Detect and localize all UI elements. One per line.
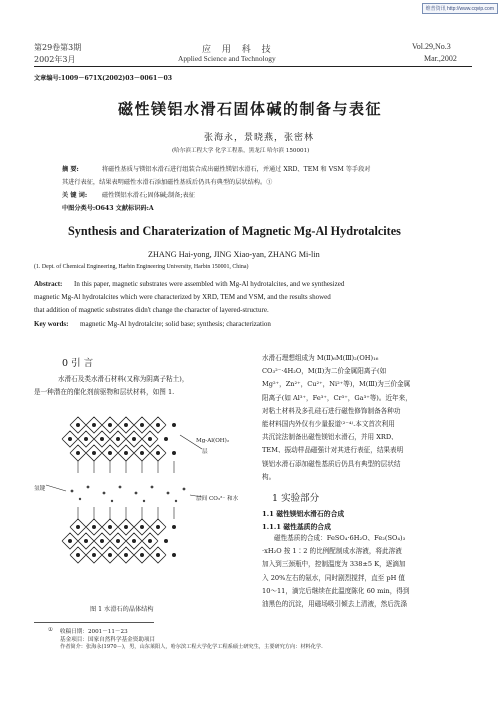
figure-caption: 图 1 水滑石的晶体结构 bbox=[90, 606, 154, 613]
section0-heading: 0 引 言 bbox=[62, 358, 94, 369]
subsection-1-1: 1.1 磁性镁铝水滑石的合成 bbox=[262, 510, 345, 518]
abstract-cn-line1: 将磁性基质与镁铝水滑石进行组装合成出磁性镁铝水滑石，并通过 XRD、TEM 和 VSM 等手段对 bbox=[102, 166, 371, 173]
figure-label-layer: Mg-Al(OH)₂ bbox=[196, 438, 230, 444]
header-rule bbox=[34, 66, 472, 67]
figure-label-interlayer: 层间 CO₃²⁻ 和水 bbox=[196, 496, 239, 502]
authors-en: ZHANG Hai-yong, JING Xiao-yan, ZHANG Mi-lin bbox=[148, 250, 320, 259]
right-line-7: 共沉淀法制备出磁性镁铝水滑石，并用 XRD、 bbox=[262, 433, 398, 442]
figure-label-hydrogen-bond: 氢键 bbox=[34, 486, 46, 492]
right-line-2: CO₃²⁻·4H₂O，M(Ⅱ)为二价金属阳离子(如 bbox=[262, 367, 387, 376]
method-line-5: 10～11，滴完后继续在此温度陈化 60 min，得到 bbox=[262, 586, 410, 595]
method-line-6: 油黑色的沉淀，用磁场吸引倾去上清液，然后洗涤 bbox=[262, 600, 408, 609]
section1-heading: 1 实验部分 bbox=[272, 493, 320, 504]
footnote-rule bbox=[34, 622, 154, 623]
footnote-marker: ① bbox=[48, 627, 54, 633]
upper-layer-atoms bbox=[68, 423, 176, 455]
header-journal-en: Applied Science and Technology bbox=[178, 54, 276, 63]
section0-line1: 水滑石及类水滑石材料(又称为阴离子粘土)， bbox=[58, 375, 189, 383]
interlayer-dots bbox=[71, 486, 186, 503]
method-line-1: 磁性基质的合成：FeSO₄·6H₂O、Fe₂(SO₄)₃ bbox=[274, 534, 406, 542]
subsection-1-1-1: 1.1.1 磁性基质的合成 bbox=[262, 523, 331, 531]
header-volume-cn: 第29卷第3期 bbox=[34, 43, 82, 52]
footnote-fund: 基金项目：国家自然科学基金资助项目 bbox=[60, 637, 156, 643]
header-date-cn: 2002年3月 bbox=[34, 55, 76, 64]
affiliation-cn: (哈尔滨工程大学 化学工程系，黑龙江 哈尔滨 150001) bbox=[172, 148, 310, 154]
header-date-en: Mar.,2002 bbox=[424, 54, 457, 63]
abstract-en-line2: magnetic Mg-Al hydrotalcites which were characterized by XRD, TEM and VSM, and the results showed bbox=[34, 293, 331, 301]
paper-title-cn: 磁性镁铝水滑石固体碱的制备与表征 bbox=[118, 100, 383, 118]
keywords-en-label: Key words: bbox=[34, 320, 69, 328]
affiliation-en: (1. Dept. of Chemical Engineering, Harbin Engineering University, Harbin 150001, China) bbox=[34, 264, 249, 270]
header-volume-en: Vol.29,No.3 bbox=[412, 42, 451, 51]
right-column-intro bbox=[262, 352, 412, 484]
right-line-3: Mg²⁺，Zn²⁺，Cu²⁺，Ni²⁺等)，M(Ⅲ)为三价金属 bbox=[262, 380, 411, 389]
keywords-cn-label: 关 键 词: bbox=[62, 192, 88, 199]
section0-line2: 是一种潜在的催化剂前驱物和层状材料，如图 1. bbox=[34, 388, 175, 396]
abstract-cn-line2: 其进行表征，结果表明磁性水滑石添加磁性基质后仍具有典型的层状结构。① bbox=[62, 179, 273, 186]
footnote-author: 作者简介：张海永(1970－)，男，山东莱阳人，哈尔滨工程大学化学工程系硕士研究生，主要研究方向：材料化学. bbox=[60, 644, 323, 650]
right-line-5: 对粘土材料及多孔硅石进行磁性修饰制备各种功 bbox=[262, 406, 401, 415]
keywords-cn: 磁性镁铝水滑石;固体碱;制备;表征 bbox=[102, 192, 195, 199]
right-line-4: 阳离子(如 Al³⁺，Fe³⁺，Cr³⁺，Ga³⁺等)。近年来， bbox=[262, 393, 412, 402]
right-line-6: 能材料国内外仅有少量报道⁽²⁻⁴⁾.本文首次利用 bbox=[262, 420, 395, 429]
method-line-3: 加入到三颈瓶中，控制温度为 338±5 K，逐滴加 bbox=[262, 560, 406, 569]
right-line-1: 水滑石理想组成为 M(Ⅱ)₆M(Ⅲ)₂(OH)₁₆ bbox=[262, 354, 379, 362]
footnote-received: 收稿日期：2001－11－23 bbox=[60, 629, 128, 635]
abstract-en-line1: In this paper, magnetic substrates were assembled with Mg-Al hydrotalcites, and we synthesized bbox=[74, 280, 345, 288]
right-line-8: TEM、振动样品磁强计对其进行表征，结果表明 bbox=[262, 446, 404, 455]
lower-layer-atoms bbox=[68, 525, 176, 557]
abstract-en-line3: that addition of magnetic substrates didn't change the character of layered-structure. bbox=[34, 306, 269, 314]
abstract-cn-label: 摘 要: bbox=[62, 166, 79, 173]
method-line-4: 入 20%左右的氨水，同时剧烈搅拌，直至 pH 值 bbox=[262, 573, 406, 582]
header-journal-cn: 应 用 科 技 bbox=[202, 45, 275, 55]
authors-cn: 张海永，景晓燕，张密林 bbox=[204, 133, 315, 143]
right-column-method bbox=[262, 532, 409, 611]
method-line-2: ·xH₂O 按 1∶2 的比例配制成水溶液，将此溶液 bbox=[262, 547, 402, 556]
classification-cn: 中图分类号:O643 文献标识码:A bbox=[62, 205, 154, 212]
abstract-en-label: Abstract: bbox=[34, 280, 63, 288]
right-line-10: 构。 bbox=[262, 472, 276, 481]
article-number: 文章编号:1009－671X(2002)03－0061－03 bbox=[34, 75, 173, 82]
hydrotalcite-structure-figure bbox=[42, 405, 242, 575]
figure-label-layer2: 层 bbox=[202, 449, 208, 455]
watermark-badge: 维普资讯 http://www.cqvip.com bbox=[422, 3, 498, 14]
keywords-en: magnetic Mg-Al hydrotalcite; solid base; synthesis; characterization bbox=[80, 320, 271, 328]
paper-title-en: Synthesis and Charaterization of Magnetic Mg-Al Hydrotalcites bbox=[68, 224, 401, 238]
right-line-9: 镁铝水滑石添加磁性基质后仍具有典型的层状结 bbox=[262, 459, 401, 468]
